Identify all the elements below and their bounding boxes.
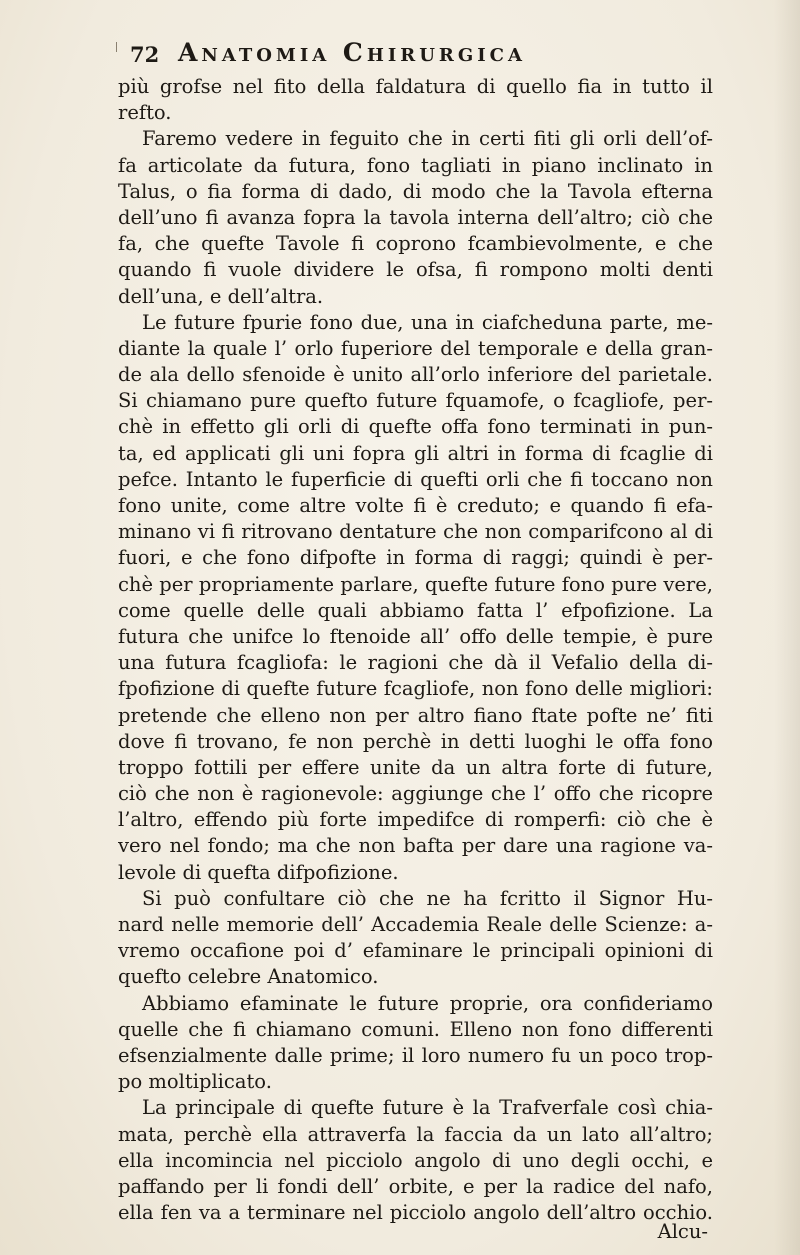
text-line: l’altro, effendo più forte impedifce di romperfi: ciò che è	[118, 808, 713, 832]
text-line: fuori, e che fono difpofte in forma di raggi; quindi è per-	[118, 546, 713, 570]
text-line: fpofizione di quefte future fcagliofe, non fono delle migliori:	[118, 677, 713, 701]
text-line: refto.	[118, 101, 172, 125]
text-line: troppo fottili per effere unite da un altra forte di future,	[118, 755, 713, 779]
text-line: Abbiamo efaminate le future proprie, ora confideriamo	[142, 991, 713, 1015]
text-line: po moltiplicato.	[118, 1070, 272, 1094]
text-line: ella incomincia nel picciolo angolo di uno degli occhi, e	[118, 1148, 713, 1172]
text-line: chè per propriamente parlare, quefte future fono pure vere,	[118, 572, 713, 596]
text-line: più grofse nel fito della faldatura di quello fia in tutto il	[118, 75, 713, 98]
text-line: una futura fcagliofa: le ragioni che dà il Vefalio della di-	[118, 651, 713, 675]
text-line: dell’una, e dell’altra.	[118, 284, 324, 308]
text-line: pretende che elleno non per altro fiano ftate pofte ne’ fiti	[118, 703, 713, 727]
page-number: 72	[130, 42, 160, 67]
text-line: diante la quale l’ orlo fuperiore del temporale e della gran-	[118, 336, 713, 360]
text-line: ciò che non è ragionevole: aggiunge che l’ offo che ricopre	[118, 782, 713, 806]
text-line: vero nel fondo; ma che non bafta per dare una ragione va-	[118, 834, 713, 858]
text-line: fa, che quefte Tavole fi coprono fcambievolmente, e che	[118, 232, 713, 256]
text-line: fono unite, come altre volte fi è creduto; e quando fi efa-	[118, 494, 713, 517]
page-header	[120, 38, 690, 72]
text-line: Si chiamano pure quefto future fquamofe, o fcagliofe, per-	[118, 389, 713, 413]
text-line: come quelle delle quali abbiamo fatta l’ efpofizione. La	[118, 598, 713, 622]
text-line: mata, perchè ella attraverfa la faccia da un lato all’altro;	[118, 1122, 713, 1146]
text-line: dell’uno fi avanza fopra la tavola interna dell’altro; ciò che	[118, 205, 713, 229]
text-line: paffando per li fondi dell’ orbite, e per la radice del nafo,	[118, 1174, 713, 1198]
text-line: quelle che fi chiamano comuni. Elleno non fono differenti	[118, 1017, 713, 1041]
text-line: levole di quefta difpofizione.	[118, 860, 399, 884]
text-line: ella fen va a terminare nel picciolo angolo dell’altro occhio.	[118, 1201, 713, 1225]
text-line: de ala dello sfenoide è unito all’orlo inferiore del parietale.	[118, 363, 713, 387]
text-line: dove fi trovano, fe non perchè in detti luoghi le offa fono	[118, 729, 713, 753]
text-line: chè in effetto gli orli di quefte offa fono terminati in pun-	[118, 415, 713, 439]
text-line: Faremo vedere in feguito che in certi fiti gli orli dell’of-	[142, 127, 713, 151]
text-line: fa articolate da futura, fono tagliati in piano inclinato in	[118, 153, 713, 177]
text-line: Si può confultare ciò che ne ha fcritto il Signor Hu-	[142, 886, 713, 910]
text-line: minano vi fi ritrovano dentature che non comparifcono al di	[118, 520, 713, 544]
text-line: efsenzialmente dalle prime; il loro numero fu un poco trop-	[118, 1043, 713, 1067]
text-line: vremo occafione poi d’ efaminare le principali opinioni di	[118, 939, 713, 963]
text-line: pefce. Intanto le fuperficie di quefti orli che fi toccano non	[118, 467, 713, 491]
page-edge-shadow	[774, 0, 800, 1255]
text-line: La principale di quefte future è la Trafverfale così chia-	[142, 1096, 713, 1120]
text-line: quando fi vuole dividere le ofsa, fi rompono molti denti	[118, 258, 713, 282]
text-line: futura che unifce lo ftenoide all’ offo delle tempie, è pure	[118, 624, 713, 648]
text-line: ta, ed applicati gli uni fopra gli altri in forma di fcaglie di	[118, 441, 713, 465]
text-line: nard nelle memorie dell’ Accademia Reale delle Scienze: a-	[118, 913, 713, 936]
catchword: Alcu-	[657, 1220, 708, 1243]
body-text	[118, 74, 713, 1226]
text-line: Le future fpurie fono due, una in ciafcheduna parte, me-	[142, 310, 713, 334]
running-title: Anatomia Chirurgica	[178, 38, 526, 67]
text-line: quefto celebre Anatomico.	[118, 965, 379, 989]
text-line: Talus, o fia forma di dado, di modo che la Tavola efterna	[118, 179, 713, 203]
